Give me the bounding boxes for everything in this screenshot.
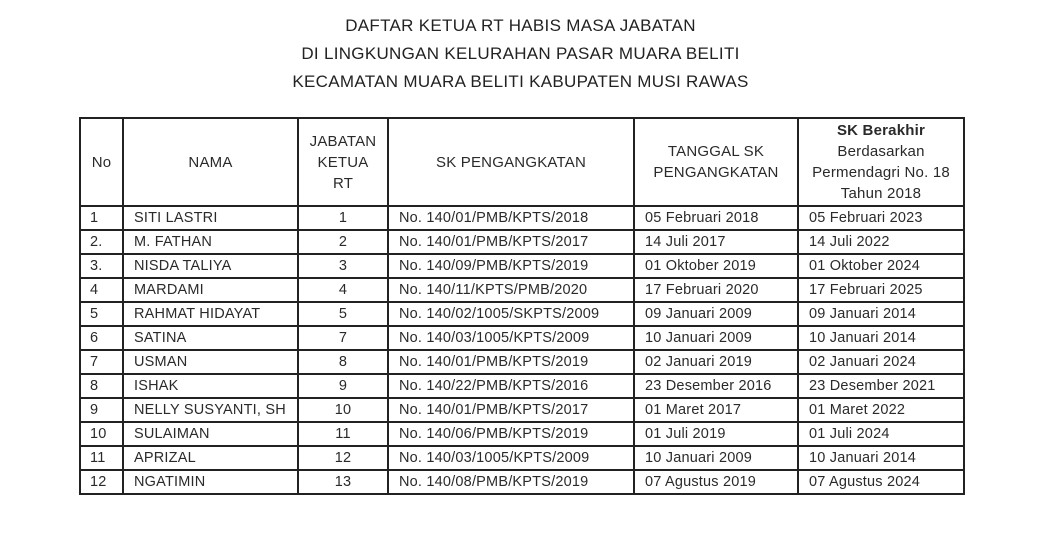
header-row xyxy=(80,118,964,206)
cell-jabatan: 12 xyxy=(298,446,388,470)
cell-berakhir: 23 Desember 2021 xyxy=(798,374,964,398)
table-row xyxy=(80,230,964,254)
cell-tanggal: 02 Januari 2019 xyxy=(634,350,798,374)
cell-berakhir: 14 Juli 2022 xyxy=(798,230,964,254)
cell-nama: NISDA TALIYA xyxy=(123,254,298,278)
table-row xyxy=(80,398,964,422)
cell-tanggal: 07 Agustus 2019 xyxy=(634,470,798,494)
cell-berakhir: 07 Agustus 2024 xyxy=(798,470,964,494)
table-row xyxy=(80,422,964,446)
cell-sk: No. 140/08/PMB/KPTS/2019 xyxy=(388,470,634,494)
cell-nama: NELLY SUSYANTI, SH xyxy=(123,398,298,422)
cell-jabatan: 8 xyxy=(298,350,388,374)
cell-nama: APRIZAL xyxy=(123,446,298,470)
col-header-tanggal: TANGGAL SK PENGANGKATAN xyxy=(634,118,798,206)
cell-jabatan: 5 xyxy=(298,302,388,326)
cell-no: 6 xyxy=(80,326,123,350)
cell-jabatan: 11 xyxy=(298,422,388,446)
cell-nama: SITI LASTRI xyxy=(123,206,298,230)
cell-no: 4 xyxy=(80,278,123,302)
cell-berakhir: 01 Oktober 2024 xyxy=(798,254,964,278)
table-row xyxy=(80,206,964,230)
cell-sk: No. 140/03/1005/KPTS/2009 xyxy=(388,446,634,470)
cell-sk: No. 140/01/PMB/KPTS/2017 xyxy=(388,230,634,254)
cell-tanggal: 01 Oktober 2019 xyxy=(634,254,798,278)
cell-tanggal: 01 Juli 2019 xyxy=(634,422,798,446)
cell-berakhir: 10 Januari 2014 xyxy=(798,446,964,470)
cell-jabatan: 13 xyxy=(298,470,388,494)
cell-tanggal: 14 Juli 2017 xyxy=(634,230,798,254)
cell-jabatan: 10 xyxy=(298,398,388,422)
cell-jabatan: 9 xyxy=(298,374,388,398)
cell-sk: No. 140/09/PMB/KPTS/2019 xyxy=(388,254,634,278)
cell-nama: MARDAMI xyxy=(123,278,298,302)
col-header-berakhir: SK Berakhir Berdasarkan Permendagri No. 18 Tahun 2018 xyxy=(798,118,964,206)
cell-berakhir: 01 Maret 2022 xyxy=(798,398,964,422)
cell-nama: M. FATHAN xyxy=(123,230,298,254)
col-header-sk: SK PENGANGKATAN xyxy=(388,118,634,206)
cell-jabatan: 2 xyxy=(298,230,388,254)
table-row xyxy=(80,326,964,350)
cell-no: 11 xyxy=(80,446,123,470)
cell-tanggal: 09 Januari 2009 xyxy=(634,302,798,326)
document-title xyxy=(0,12,1041,96)
cell-no: 7 xyxy=(80,350,123,374)
table-row xyxy=(80,278,964,302)
cell-sk: No. 140/22/PMB/KPTS/2016 xyxy=(388,374,634,398)
cell-nama: USMAN xyxy=(123,350,298,374)
cell-jabatan: 7 xyxy=(298,326,388,350)
table-row xyxy=(80,446,964,470)
col-header-jabatan: JABATAN KETUA RT xyxy=(298,118,388,206)
cell-no: 5 xyxy=(80,302,123,326)
cell-no: 3. xyxy=(80,254,123,278)
cell-no: 10 xyxy=(80,422,123,446)
cell-sk: No. 140/11/KPTS/PMB/2020 xyxy=(388,278,634,302)
cell-jabatan: 1 xyxy=(298,206,388,230)
cell-no: 2. xyxy=(80,230,123,254)
table-header xyxy=(80,118,964,206)
cell-jabatan: 3 xyxy=(298,254,388,278)
cell-nama: SATINA xyxy=(123,326,298,350)
col-header-nama: NAMA xyxy=(123,118,298,206)
table-row xyxy=(80,350,964,374)
title-line-3: KECAMATAN MUARA BELITI KABUPATEN MUSI RAWAS xyxy=(292,72,749,91)
cell-berakhir: 05 Februari 2023 xyxy=(798,206,964,230)
cell-tanggal: 01 Maret 2017 xyxy=(634,398,798,422)
cell-no: 9 xyxy=(80,398,123,422)
title-line-1: DAFTAR KETUA RT HABIS MASA JABATAN xyxy=(345,16,696,35)
cell-tanggal: 17 Februari 2020 xyxy=(634,278,798,302)
table-row xyxy=(80,374,964,398)
rt-expiry-table xyxy=(79,117,965,495)
cell-tanggal: 10 Januari 2009 xyxy=(634,326,798,350)
table-row xyxy=(80,470,964,494)
cell-nama: NGATIMIN xyxy=(123,470,298,494)
cell-sk: No. 140/01/PMB/KPTS/2017 xyxy=(388,398,634,422)
cell-nama: ISHAK xyxy=(123,374,298,398)
cell-tanggal: 23 Desember 2016 xyxy=(634,374,798,398)
col-header-no: No xyxy=(80,118,123,206)
cell-nama: SULAIMAN xyxy=(123,422,298,446)
cell-tanggal: 05 Februari 2018 xyxy=(634,206,798,230)
table-row xyxy=(80,302,964,326)
cell-sk: No. 140/01/PMB/KPTS/2019 xyxy=(388,350,634,374)
cell-sk: No. 140/01/PMB/KPTS/2018 xyxy=(388,206,634,230)
cell-tanggal: 10 Januari 2009 xyxy=(634,446,798,470)
cell-no: 1 xyxy=(80,206,123,230)
cell-nama: RAHMAT HIDAYAT xyxy=(123,302,298,326)
cell-berakhir: 02 Januari 2024 xyxy=(798,350,964,374)
cell-no: 12 xyxy=(80,470,123,494)
table-body xyxy=(80,206,964,494)
cell-sk: No. 140/06/PMB/KPTS/2019 xyxy=(388,422,634,446)
cell-jabatan: 4 xyxy=(298,278,388,302)
cell-sk: No. 140/02/1005/SKPTS/2009 xyxy=(388,302,634,326)
cell-berakhir: 17 Februari 2025 xyxy=(798,278,964,302)
table-row xyxy=(80,254,964,278)
cell-sk: No. 140/03/1005/KPTS/2009 xyxy=(388,326,634,350)
cell-berakhir: 09 Januari 2014 xyxy=(798,302,964,326)
cell-no: 8 xyxy=(80,374,123,398)
title-line-2: DI LINGKUNGAN KELURAHAN PASAR MUARA BELITI xyxy=(301,44,740,63)
cell-berakhir: 01 Juli 2024 xyxy=(798,422,964,446)
cell-berakhir: 10 Januari 2014 xyxy=(798,326,964,350)
